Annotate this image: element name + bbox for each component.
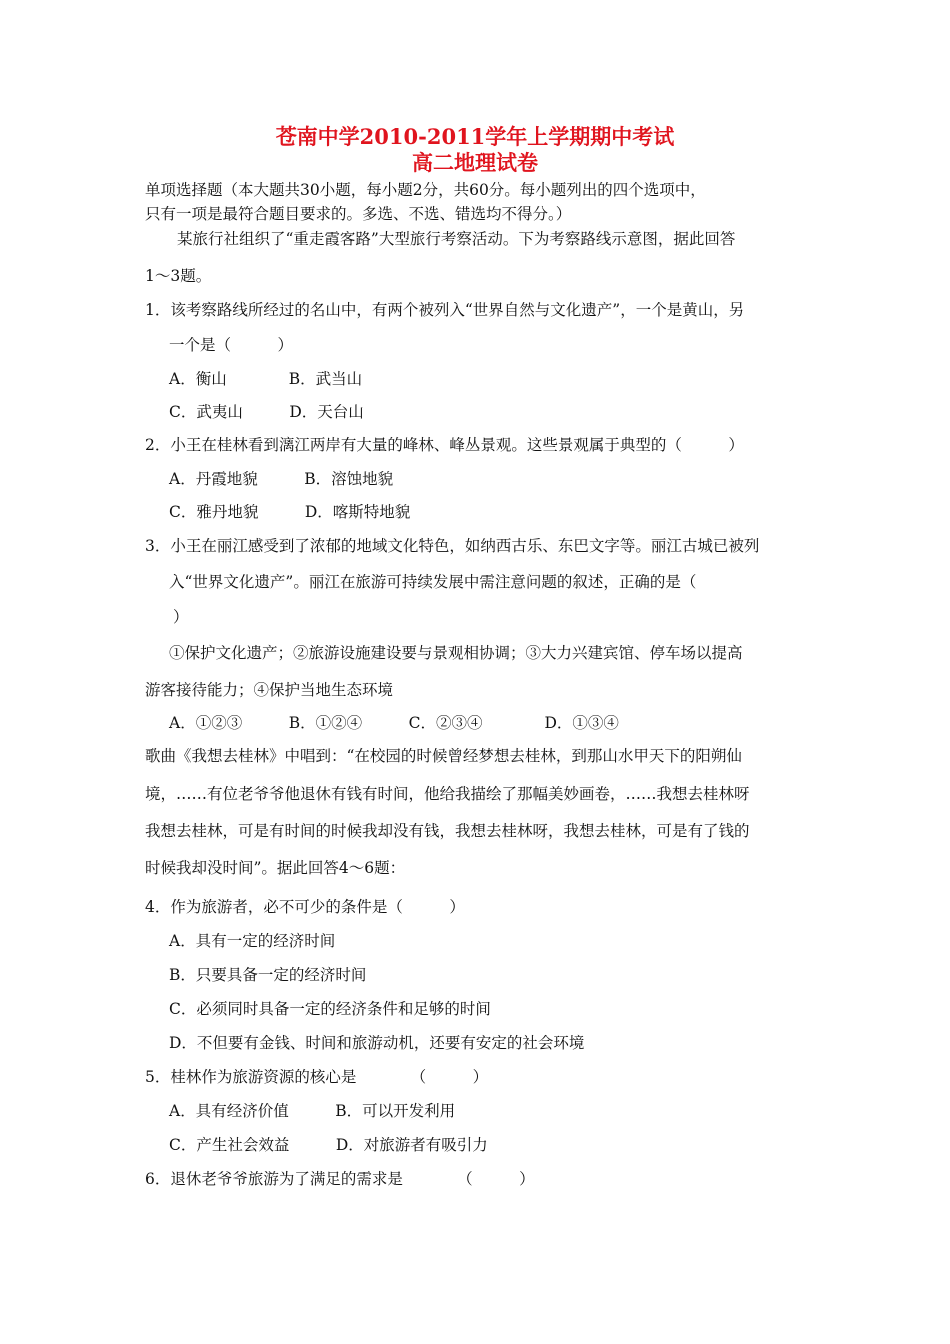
question-5-options-2: C．产生社会效益 D．对旅游者有吸引力 [169,1136,488,1154]
question-4-line-1: 4．作为旅游者，必不可少的条件是（ ） [145,898,465,916]
stem-1-line-1: 某旅行社组织了“重走霞客路”大型旅行考察活动。下为考察路线示意图，据此回答 [177,230,736,248]
question-5-options-1: A．具有经济价值 B．可以开发利用 [169,1102,456,1120]
question-3-line-2: 入“世界文化遗产”。丽江在旅游可持续发展中需注意问题的叙述，正确的是（ [169,573,697,591]
question-1-line-1: 1．该考察路线所经过的名山中，有两个被列入“世界自然与文化遗产”，一个是黄山，另 [145,301,745,319]
question-3-options: A．①②③ B．①②④ C．②③④ D．①③④ [169,714,619,732]
stem-2-line-1: 歌曲《我想去桂林》中唱到：“在校园的时候曾经梦想去桂林，到那山水甲天下的阳朔仙 [145,747,742,765]
stem-1-line-2: 1～3题。 [145,267,212,285]
question-4-option-b: B．只要具备一定的经济时间 [169,966,367,984]
question-1-options-1: A．衡山 B．武当山 [169,370,363,388]
question-4-option-d: D．不但要有金钱、时间和旅游动机，还要有安定的社会环境 [169,1034,585,1052]
question-1-line-2: 一个是（ ） [169,336,294,354]
exam-title: 苍南中学2010-2011学年上学期期中考试 [275,124,675,149]
question-1-options-2: C．武夷山 D．天台山 [169,403,364,421]
question-2-options-1: A．丹霞地貌 B．溶蚀地貌 [169,470,394,488]
question-3-line-3: ） [173,608,189,626]
exam-subtitle: 高二地理试卷 [412,150,538,175]
question-4-option-c: C．必须同时具备一定的经济条件和足够的时间 [169,1000,491,1018]
instructions-line-2: 只有一项是最符合题目要求的。多选、不选、错选均不得分。） [145,205,572,223]
question-2-options-2: C．雅丹地貌 D．喀斯特地貌 [169,503,411,521]
stem-2-line-4: 时候我却没时间”。据此回答4～6题： [145,859,406,877]
stem-2-line-3: 我想去桂林，可是有时间的时候我却没有钱，我想去桂林呀，我想去桂林，可是有了钱的 [145,822,750,840]
question-4-option-a: A．具有一定的经济时间 [169,932,336,950]
question-3-line-5: 游客接待能力；④保护当地生态环境 [145,681,394,699]
question-3-line-4: ①保护文化遗产；②旅游设施建设要与景观相协调；③大力兴建宾馆、停车场以提高 [169,644,743,662]
question-6-line-1: 6．退休老爷爷旅游为了满足的需求是 （ ） [145,1170,535,1188]
question-3-line-1: 3．小王在丽江感受到了浓郁的地域文化特色，如纳西古乐、东巴文字等。丽江古城已被列 [145,537,760,555]
instructions-line-1: 单项选择题（本大题共30小题，每小题2分，共60分。每小题列出的四个选项中， [145,181,706,199]
question-2-line-1: 2．小王在桂林看到漓江两岸有大量的峰林、峰丛景观。这些景观属于典型的（ ） [145,436,744,454]
question-5-line-1: 5．桂林作为旅游资源的核心是 （ ） [145,1068,489,1086]
stem-2-line-2: 境，……有位老爷爷他退休有钱有时间，他给我描绘了那幅美妙画卷，……我想去桂林呀 [145,785,750,803]
